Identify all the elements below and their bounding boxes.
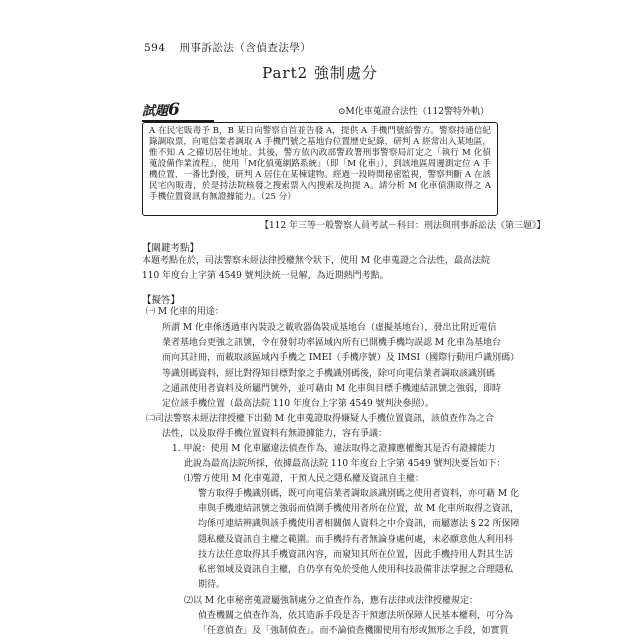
answer-line: ㈡司法警察未經法律授權下出動 M 化車蒐證取得嫌疑人手機位置資訊，該偵查作為之合 (146, 414, 494, 424)
answer-line: 等識別碼資料，經比對得知目標對象之手機識別碼後，除可向電信業者調取該識別碼 (162, 368, 496, 379)
part-title: Part2 強制處分 (262, 64, 378, 82)
book-title: 刑事訴訟法（含偵查法學） (179, 42, 312, 54)
answer-sub-1-intro (184, 457, 506, 472)
answer-line: ⑴警方使用 M 化車蒐證，干預人民之隱私權及資訊自主權： (184, 474, 424, 484)
answer-sub-1-title (172, 442, 495, 457)
answer-point-2-title (184, 594, 478, 609)
answer-point-1-title (184, 472, 424, 487)
answer-line: ⑵以 M 化車秘密蒐證屬強制處分之偵查作為，應有法律或法律授權規定： (184, 596, 478, 606)
answer-line: 此說為最高法院所採，依據最高法院 110 年度台上字第 4549 號判決要旨如下： (184, 459, 506, 469)
answer-line: 而向其註冊，而載取該區域內手機之 IMEI（手機序號）及 IMSI（國際行動用戶識別碼） (162, 353, 520, 364)
answer-line: 隱私權及資訊自主權之範圍。而手機持有者無論身處何處，未必願意他人利用科 (198, 534, 514, 545)
question-topic (338, 104, 489, 117)
question-frame (142, 122, 498, 216)
question-number: 6 (168, 100, 180, 120)
answer-line: 法性，以及取得手機位置資料有無證據能力，容有爭議： (162, 429, 388, 439)
answer-line: 車與手機連結訊號之強弱而偵測手機使用者所在位置，故 M 化車所取得之資訊， (198, 504, 519, 515)
answer-line: 警方取得手機識別碼，既可向電信業者調取該識別碼之使用者資料，亦可藉 M 化 (198, 489, 519, 499)
key-point-line: 本題考點在於，司法警察未經法律授權無令狀下，使用 M 化車蒐證之合法性，最高法院 (142, 256, 490, 266)
answer-item-2-cont (162, 427, 387, 442)
answer-line: 私密領域及資訊自主權，自仍享有免於受他人使用科技設備非法掌握之合理隱私 (198, 565, 514, 576)
key-point-line: 110 年度台上字第 4549 號判決統一見解，為近期熱門考點。 (142, 271, 389, 282)
question-text: A 在民宅販毒予 B，B 某日向警察自首並告發 A，提供 A 手機門號給警方。警察持通信紀錄調取票，向電信業者調取 A 手機門號之基地台位置歷史紀錄，研判 A 經常出入某地區，惟不知 A 之確切居住地址。其後，警方依內政部警政署刑事警察局訂定之「執行 M 化偵蒐設備作業流程」，使用「M化偵蒐網路系統」（即「M 化車」），到該地區周邊測定位 A 手機位置，一番比對後，研判 A 居住在某棟建物。經過一段時間秘密監視，警察判斷 A 在該民宅內販毒，於是持法院核發之搜索票入內搜索及拘提 A。請分析 M 化車偵測取得之 A 手機位置資訊有無證據能力。（25 分） (149, 126, 491, 202)
question-source: 【112 年三等一般警察人員考試－科目：刑法與刑事訴訟法《第三題》】 (260, 221, 546, 231)
key-point-body (142, 254, 498, 284)
answer-line: 偵查機關之偵查作為，依其造訴手段是否干預憲法所保障人民基本權利，可分為 (198, 611, 514, 621)
answer-heading: 【擬答】 (142, 295, 181, 306)
answer-item-2-title (146, 412, 494, 427)
answer-point-1-body (198, 487, 520, 593)
answer-item-1-title (146, 305, 224, 320)
answer-line: 1. 甲說：使用 M 化車屬違法偵查作為，違法取得之證據應權衡其是否有證據能力 (172, 444, 496, 454)
answer-line: 定位該手機位置（最高法院 110 年度台上字第 4549 號判決參照）。 (162, 399, 435, 410)
answer-line: 期待。 (198, 580, 226, 591)
answer-point-2-body (198, 609, 514, 639)
answer-line: 所謂 M 化車係透過車內裝設之載收器偽裝成基地台（虛擬基地台），發出比附近電信 (162, 323, 497, 333)
page-number: 594 (144, 42, 166, 54)
answer-line: 技方法任意取得其手機資訊內容，而窺知其所在位置，因此手機持用人對其生活 (198, 549, 514, 560)
question-tag (142, 100, 214, 122)
key-point-heading: 【關鍵考點】 (142, 243, 200, 254)
answer-line: ㈠ M 化車的用途： (146, 307, 224, 317)
question-label: 試題 (142, 104, 169, 119)
question-box (142, 100, 546, 234)
answer-item-1-body (162, 321, 520, 412)
answer-line: 均係可連結辨識與該手機使用者相關個人資料之中介資訊，而屬憲法 § 22 所保障 (198, 519, 520, 530)
check-circle-icon: ⊙ (338, 107, 346, 117)
answer-line: 「任意偵查」及「強制偵查」。而不論偵查機關使用有形或無形之手段，如實質 (198, 626, 509, 637)
question-topic-text: M化車蒐證合法性（112警特外軌） (345, 107, 489, 117)
answer-line: 業者基地台更強之訊號，令在發射功率區域內所有已開機手機均誤認 M 化車為基地台 (162, 338, 501, 349)
answer-line: 之通訊使用者資料及所屬門號外，並可藉由 M 化車與目標手機連結訊號之強弱，即時 (162, 383, 501, 394)
running-header (144, 40, 311, 55)
